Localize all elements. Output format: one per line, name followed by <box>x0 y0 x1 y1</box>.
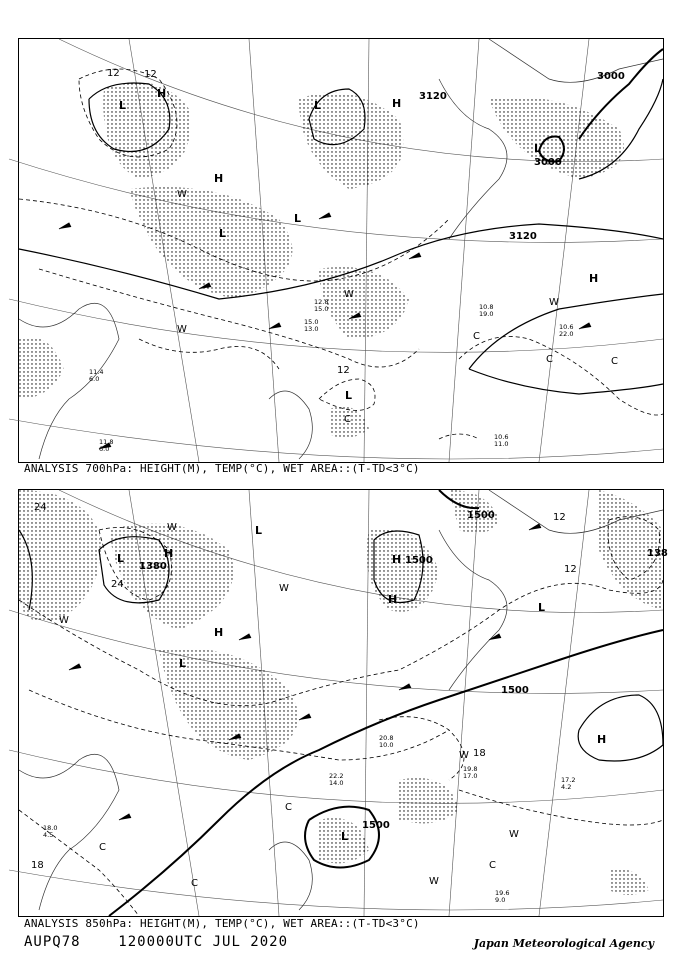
low-center: L <box>538 601 546 614</box>
low-center: L <box>345 389 353 402</box>
station-obs: 15.0 13.0 <box>304 318 319 333</box>
high-center: H <box>157 87 167 100</box>
station-obs: 22.2 14.0 <box>329 772 344 787</box>
height-label: 1380 <box>139 561 167 572</box>
warm-center: W <box>344 289 354 300</box>
isotherm-label: 12 <box>107 68 120 79</box>
chart-code: AUPQ78 <box>24 934 81 950</box>
wet-areas-700hpa <box>19 82 624 438</box>
warm-center: W <box>459 750 469 761</box>
map-panel-850hpa <box>18 489 668 917</box>
low-center: L <box>119 99 127 112</box>
agency-name: Japan Meteorological Agency <box>473 937 654 950</box>
high-center: H <box>164 547 174 560</box>
height-label: 3000 <box>597 71 625 82</box>
height-label: 1500 <box>362 820 390 831</box>
height-label: 1500 <box>405 555 433 566</box>
cold-center: C <box>285 802 292 813</box>
low-center: L <box>341 830 349 843</box>
chart-datetime: 120000UTC JUL 2020 <box>118 934 289 950</box>
station-obs: 12.8 15.0 <box>314 298 329 313</box>
station-obs: 11.4 6.0 <box>89 368 104 383</box>
station-obs: 20.8 10.0 <box>379 734 394 749</box>
height-label: 3120 <box>419 91 447 102</box>
warm-center: W <box>509 829 519 840</box>
warm-center: W <box>429 876 439 887</box>
caption-700hpa: ANALYSIS 700hPa: HEIGHT(M), TEMP(°C), WET AREA::(T-TD<3°C) <box>24 462 420 475</box>
high-center: H <box>392 553 402 566</box>
cold-center: C <box>489 860 496 871</box>
station-obs: 11.8 6.0 <box>99 438 114 453</box>
high-center: H <box>597 733 607 746</box>
map-850hpa-canvas <box>19 490 668 916</box>
isotherm-label: 12 <box>337 365 350 376</box>
footer-chart-code <box>24 934 288 950</box>
warm-center: W <box>549 297 559 308</box>
low-center: L <box>219 227 227 240</box>
high-center: H <box>392 97 402 110</box>
low-center: L <box>294 212 302 225</box>
cold-center: C <box>344 414 351 425</box>
high-center: H <box>388 593 398 606</box>
isotherm-label: 18 <box>31 860 44 871</box>
isotherm-label: 12 <box>564 564 577 575</box>
map-panel-700hpa <box>18 38 664 463</box>
cold-center: C <box>546 354 553 365</box>
cold-center: C <box>473 331 480 342</box>
map-700hpa-canvas <box>19 39 663 462</box>
station-obs: 18.0 4.5 <box>43 824 58 839</box>
low-center: L <box>179 657 187 670</box>
low-center: L <box>117 552 125 565</box>
station-obs: 10.6 11.0 <box>494 433 509 448</box>
isotherm-label: 24 <box>34 502 47 513</box>
high-center: H <box>214 626 224 639</box>
warm-center: W <box>279 583 289 594</box>
cold-center: C <box>99 842 106 853</box>
high-center: H <box>214 172 224 185</box>
high-center: H <box>589 272 599 285</box>
isotherm-label: 18 <box>473 748 486 759</box>
low-center: L <box>314 99 322 112</box>
warm-center: W <box>177 189 187 200</box>
warm-center: W <box>59 615 69 626</box>
isotherm-label: 12 <box>144 69 157 80</box>
height-label: 3120 <box>509 231 537 242</box>
cold-center: C <box>611 356 618 367</box>
cold-center: C <box>191 878 198 889</box>
height-label: 3000 <box>534 157 562 168</box>
isotherm-label: 24 <box>111 579 124 590</box>
height-label: 138 <box>647 548 668 559</box>
station-obs: 10.6 22.0 <box>559 323 574 338</box>
station-obs: 17.2 4.2 <box>561 776 576 791</box>
isotherm-label: 12 <box>553 512 566 523</box>
height-label: 1500 <box>467 510 495 521</box>
warm-center: W <box>167 522 177 533</box>
caption-850hpa: ANALYSIS 850hPa: HEIGHT(M), TEMP(°C), WET AREA::(T-TD<3°C) <box>24 917 420 930</box>
low-center: L <box>534 142 542 155</box>
low-center: L <box>255 524 263 537</box>
height-label: 1500 <box>501 685 529 696</box>
station-obs: 19.6 9.0 <box>495 889 510 904</box>
station-obs: 10.8 19.0 <box>479 303 494 318</box>
warm-center: W <box>177 324 187 335</box>
station-obs: 19.8 17.0 <box>463 765 478 780</box>
